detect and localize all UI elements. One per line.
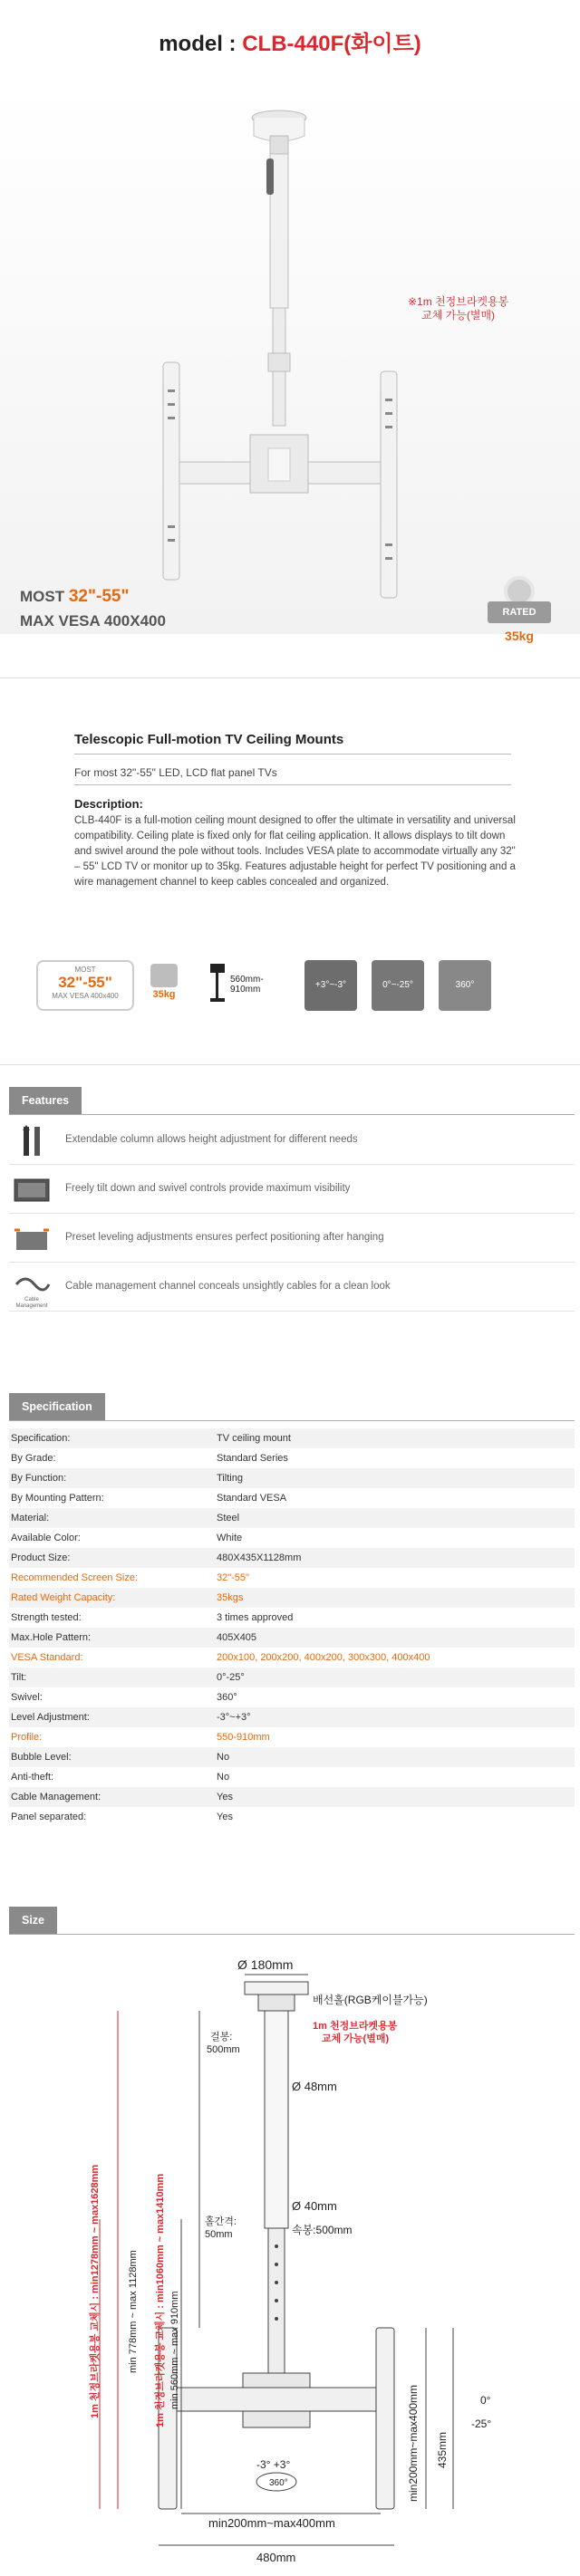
spec-key: Tilt: [11, 1672, 27, 1683]
screen-size-label [20, 587, 129, 607]
spec-key: Profile: [11, 1732, 43, 1743]
size-diagram [0, 1947, 580, 2576]
hole-spacing-label: 홀간격: [205, 2216, 237, 2227]
swivel-badge [439, 960, 491, 1011]
spec-key: Material: [11, 1513, 50, 1523]
spec-row [9, 1767, 575, 1787]
feature-text: Extendable column allows height adjustment for different needs [65, 1134, 358, 1145]
strip-screen-range: 32"-55" [58, 974, 112, 991]
spec-value: 480X435X1128mm [217, 1552, 302, 1563]
strip-divider [0, 1064, 580, 1065]
feature-item [9, 1263, 575, 1312]
description-rule [74, 754, 511, 755]
specification-bar [9, 1420, 575, 1421]
description-heading: Description: [74, 797, 143, 811]
spec-key: Cable Management: [11, 1792, 102, 1802]
spec-row [9, 1668, 575, 1687]
rated-weight-badge [488, 576, 551, 643]
most-label: MOST [20, 588, 69, 605]
size-tab: Size [9, 1907, 57, 1934]
pole-outer-label: Ø 48mm [292, 2080, 337, 2093]
bracket-note [408, 295, 508, 322]
feature-item [9, 1165, 575, 1214]
specification-table [9, 1428, 575, 1827]
spec-key: Panel separated: [11, 1812, 87, 1822]
spec-row [9, 1528, 575, 1548]
features-bar [9, 1114, 575, 1115]
range-1m-red-label: 1m 천정브라켓용봉 교체시 : min1278mm ~ max1628mm [90, 2164, 101, 2418]
product-image [118, 100, 417, 607]
hole-spacing-value: 50mm [205, 2229, 233, 2240]
strip-height-1: 560mm- [230, 975, 264, 985]
height-icon [208, 960, 227, 1005]
model-prefix: model : [159, 32, 243, 56]
strip-swivel: 360° [455, 980, 475, 990]
spec-key: Available Color: [11, 1533, 81, 1543]
level-badge [304, 960, 357, 1011]
bracket-note-line2: 교체 가능(별매) [421, 309, 496, 322]
spec-row [9, 1707, 575, 1727]
strip-level: +3°~-3° [314, 980, 347, 990]
weight-badge [143, 960, 185, 1011]
most-range: 32"-55" [68, 587, 130, 606]
swivel-label: 360° [269, 2478, 288, 2488]
leveling-icon [13, 1223, 53, 1255]
tilt-badge [372, 960, 424, 1011]
spec-row [9, 1727, 575, 1747]
feature-text: Freely tilt down and swivel controls provide maximum visibility [65, 1183, 351, 1194]
rated-weight: 35kg [505, 629, 534, 643]
spec-key: By Grade: [11, 1453, 56, 1464]
spec-key: By Function: [11, 1473, 67, 1484]
strip-height-2: 910mm [230, 985, 261, 995]
spec-value: 0°-25° [217, 1672, 245, 1683]
spec-row [9, 1628, 575, 1648]
range-2-label: min 560mm ~ max 910mm [169, 2291, 180, 2409]
spec-key: Product Size: [11, 1552, 71, 1563]
pole-spacing-label: 걸봉: [210, 2032, 233, 2043]
spec-row [9, 1648, 575, 1668]
spec-key: Bubble Level: [11, 1752, 72, 1763]
description-title: Telescopic Full-motion TV Ceiling Mounts [74, 732, 344, 747]
tilt-swivel-icon [13, 1174, 53, 1206]
spec-key: Max.Hole Pattern: [11, 1632, 92, 1643]
inner-pole-label: 속봉:500mm [292, 2224, 353, 2236]
height-label: 435mm [436, 2431, 449, 2468]
size-note-line2: 교체 가능(별매) [322, 2033, 390, 2044]
spec-value: 200x100, 200x200, 400x200, 300x300, 400x400 [217, 1652, 430, 1663]
pole-inner-label: Ø 40mm [292, 2199, 337, 2213]
feature-text: Cable management channel conceals unsightly cables for a clean look [65, 1281, 391, 1292]
spec-key: By Mounting Pattern: [11, 1493, 104, 1504]
spec-value: 35kgs [217, 1592, 244, 1603]
description-body: CLB-440F is a full-motion ceiling mount designed to offer the ultimate in versatility and universal compatibility. Ceiling plate is fixed only for flat ceiling application. It allows displays to tilt down and swivel around the pole without tools. Includes VESA plate to accommodate virtually any 32" – 55" LCD TV or monitor up to 35kg. Features adjustable height for perfect TV positioning and a wire management channel to keep cables concealed and organized. [74, 815, 516, 888]
spec-value: Standard Series [217, 1453, 288, 1464]
spec-value: White [217, 1533, 243, 1543]
model-code: CLB-440F(화이트) [242, 32, 421, 56]
spec-value: 3 times approved [217, 1612, 294, 1623]
size-bar [9, 1934, 575, 1935]
strip-tilt: 0°~-25° [382, 980, 413, 990]
spec-row [9, 1488, 575, 1508]
spec-value: 405X405 [217, 1632, 257, 1643]
spec-key: Anti-theft: [11, 1772, 54, 1783]
spec-key: Specification: [11, 1433, 71, 1444]
spec-value: 32"-55" [217, 1572, 249, 1583]
horizontal-range-label: min200mm~max400mm [208, 2516, 335, 2530]
plate-diameter-label: Ø 180mm [237, 1957, 294, 1972]
spec-icon-strip [36, 960, 580, 1014]
vesa-label: MAX VESA 400X400 [20, 612, 166, 630]
spec-row [9, 1687, 575, 1707]
spec-key: Recommended Screen Size: [11, 1572, 139, 1583]
weight-icon [150, 964, 178, 987]
spec-row [9, 1428, 575, 1448]
spec-value: No [217, 1772, 230, 1783]
spec-row [9, 1568, 575, 1588]
spec-value: Steel [217, 1513, 240, 1523]
feature-text: Preset leveling adjustments ensures perfect positioning after hanging [65, 1232, 384, 1243]
spec-row [9, 1588, 575, 1608]
description-subtitle: For most 32"-55" LED, LCD flat panel TVs [74, 766, 277, 779]
strip-weight: 35kg [152, 989, 176, 1000]
model-title [0, 25, 580, 57]
specification-tab: Specification [9, 1393, 105, 1420]
spec-row [9, 1508, 575, 1528]
spec-key: Rated Weight Capacity: [11, 1592, 116, 1603]
vertical-range-label: min200mm~max400mm [407, 2384, 420, 2502]
bracket-note-line1: ※1m 천정브라켓용봉 [408, 295, 509, 308]
spec-row [9, 1448, 575, 1468]
spec-value: 360° [217, 1692, 237, 1703]
spec-key: VESA Standard: [11, 1652, 83, 1663]
spec-key: Strength tested: [11, 1612, 82, 1623]
spec-value: No [217, 1752, 230, 1763]
spec-value: Tilting [217, 1473, 243, 1484]
extendable-column-icon [13, 1125, 53, 1158]
spec-row [9, 1807, 575, 1827]
level-label: -3° +3° [256, 2458, 291, 2471]
spec-key: Swivel: [11, 1692, 43, 1703]
size-note-line1: 1m 천정브라켓용봉 [313, 2021, 398, 2032]
feature-item [9, 1116, 575, 1165]
spec-value: TV ceiling mount [217, 1433, 291, 1444]
spec-value: -3°~+3° [217, 1712, 251, 1723]
cable-management-caption: Cable Management [15, 1297, 48, 1309]
spec-row [9, 1747, 575, 1767]
spec-value: Standard VESA [217, 1493, 287, 1504]
feature-item [9, 1214, 575, 1263]
strip-vesa: MAX VESA 400x400 [52, 992, 119, 1000]
height-badge [208, 960, 281, 1011]
spec-row [9, 1608, 575, 1628]
range-red-2-label: 1m 천정브라켓용봉 교체시 : min1060mm ~ max1410mm [155, 2173, 166, 2427]
spec-value: Yes [217, 1812, 233, 1822]
range-1m-label: min 778mm ~ max 1128mm [128, 2250, 139, 2373]
width-label: 480mm [256, 2551, 296, 2564]
spec-value: Yes [217, 1792, 233, 1802]
description-rule-2 [74, 784, 511, 785]
screen-size-badge [36, 960, 134, 1011]
tilt-0-label: 0° [480, 2394, 491, 2407]
tilt-25-label: -25° [471, 2417, 492, 2430]
features-tab: Features [9, 1087, 82, 1114]
strip-most: MOST [74, 966, 96, 974]
spec-row [9, 1787, 575, 1807]
cable-hole-label: 배선홀(RGB케이블가능) [313, 1994, 428, 2006]
spec-key: Level Adjustment: [11, 1712, 90, 1723]
spec-row [9, 1548, 575, 1568]
spec-row [9, 1468, 575, 1488]
spec-value: 550-910mm [217, 1732, 270, 1743]
rated-label: RATED [488, 601, 551, 623]
pole-spacing-value: 500mm [207, 2044, 240, 2055]
